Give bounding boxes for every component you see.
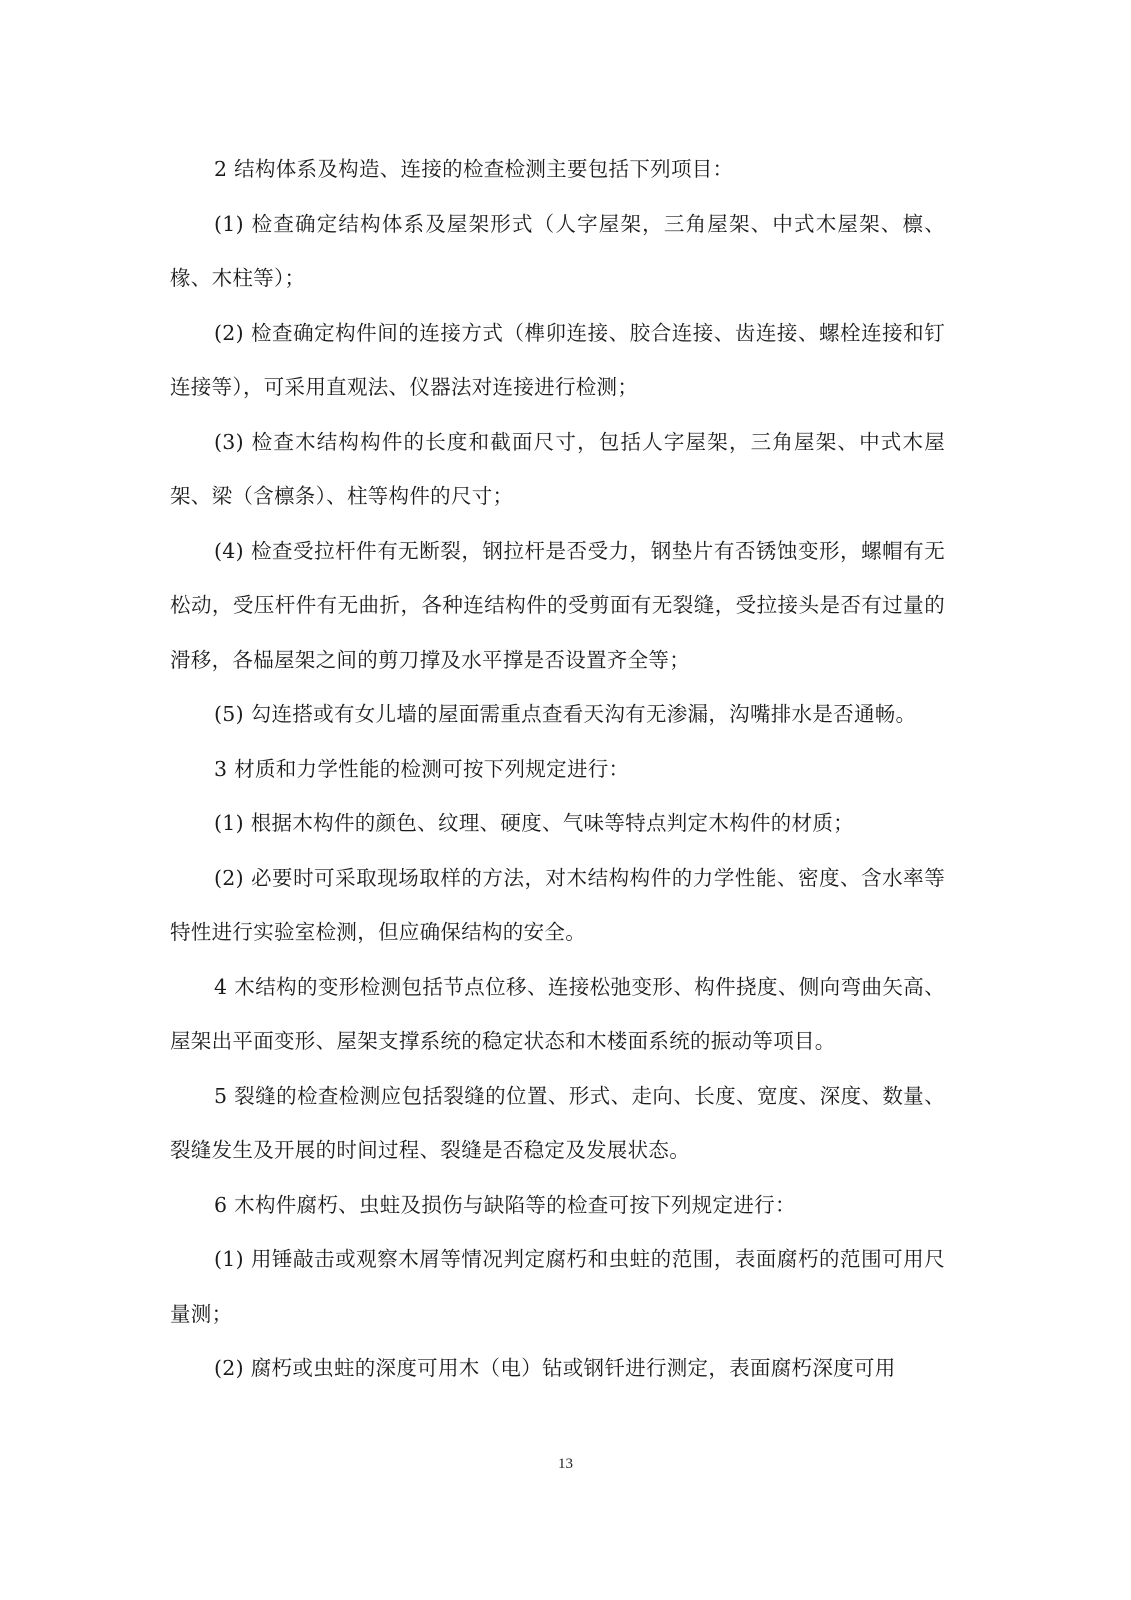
paragraph-item-4: 4 木结构的变形检测包括节点位移、连接松弛变形、构件挠度、侧向弯曲矢高、屋架出平面变形、屋架支撑系统的稳定状态和木楼面系统的振动等项目。 xyxy=(170,974,945,1053)
paragraph-item-2-2: (2) 检查确定构件间的连接方式（榫卯连接、胶合连接、齿连接、螺栓连接和钉连接等），可采用直观法、仪器法对连接进行检测； xyxy=(170,320,945,399)
paragraph-item-6-1: (1) 用锤敲击或观察木屑等情况判定腐朽和虫蛀的范围，表面腐朽的范围可用尺量测； xyxy=(170,1247,945,1326)
body-text xyxy=(170,142,945,1396)
paragraph-item-3-heading: 3 材质和力学性能的检测可按下列规定进行： xyxy=(214,756,630,781)
page-number: 13 xyxy=(558,1456,573,1472)
paragraph-item-2-1: (1) 检查确定结构体系及屋架形式（人字屋架，三角屋架、中式木屋架、檩、椽、木柱等）； xyxy=(170,211,945,290)
paragraph-item-5: 5 裂缝的检查检测应包括裂缝的位置、形式、走向、长度、宽度、深度、数量、裂缝发生及开展的时间过程、裂缝是否稳定及发展状态。 xyxy=(170,1083,945,1162)
paragraph-item-3-2: (2) 必要时可采取现场取样的方法，对木结构构件的力学性能、密度、含水率等特性进行实验室检测，但应确保结构的安全。 xyxy=(170,865,945,944)
paragraph-item-2-heading: 2 结构体系及构造、连接的检查检测主要包括下列项目： xyxy=(214,157,734,181)
paragraph-item-6-2: (2) 腐朽或虫蛀的深度可用木（电）钻或钢钎进行测定，表面腐朽深度可用 xyxy=(214,1356,896,1380)
paragraph-item-2-5: (5) 勾连搭或有女儿墙的屋面需重点查看天沟有无渗漏，沟嘴排水是否通畅。 xyxy=(214,702,917,726)
paragraph-item-3-1: (1) 根据木构件的颜色、纹理、硬度、气味等特点判定木构件的材质； xyxy=(214,811,854,835)
paragraph-item-2-4: (4) 检查受拉杆件有无断裂，钢拉杆是否受力，钢垫片有否锈蚀变形，螺帽有无松动，受压杆件有无曲折，各种连结构件的受剪面有无裂缝，受拉接头是否有过量的滑移，各榀屋架之间的剪刀撑及水平撑是否设置齐全等； xyxy=(170,538,945,672)
paragraph-item-6-heading: 6 木构件腐朽、虫蛀及损伤与缺陷等的检查可按下列规定进行： xyxy=(214,1192,796,1217)
paragraph-item-2-3: (3) 检查木结构构件的长度和截面尺寸，包括人字屋架，三角屋架、中式木屋架、梁（含檩条）、柱等构件的尺寸； xyxy=(170,429,945,508)
